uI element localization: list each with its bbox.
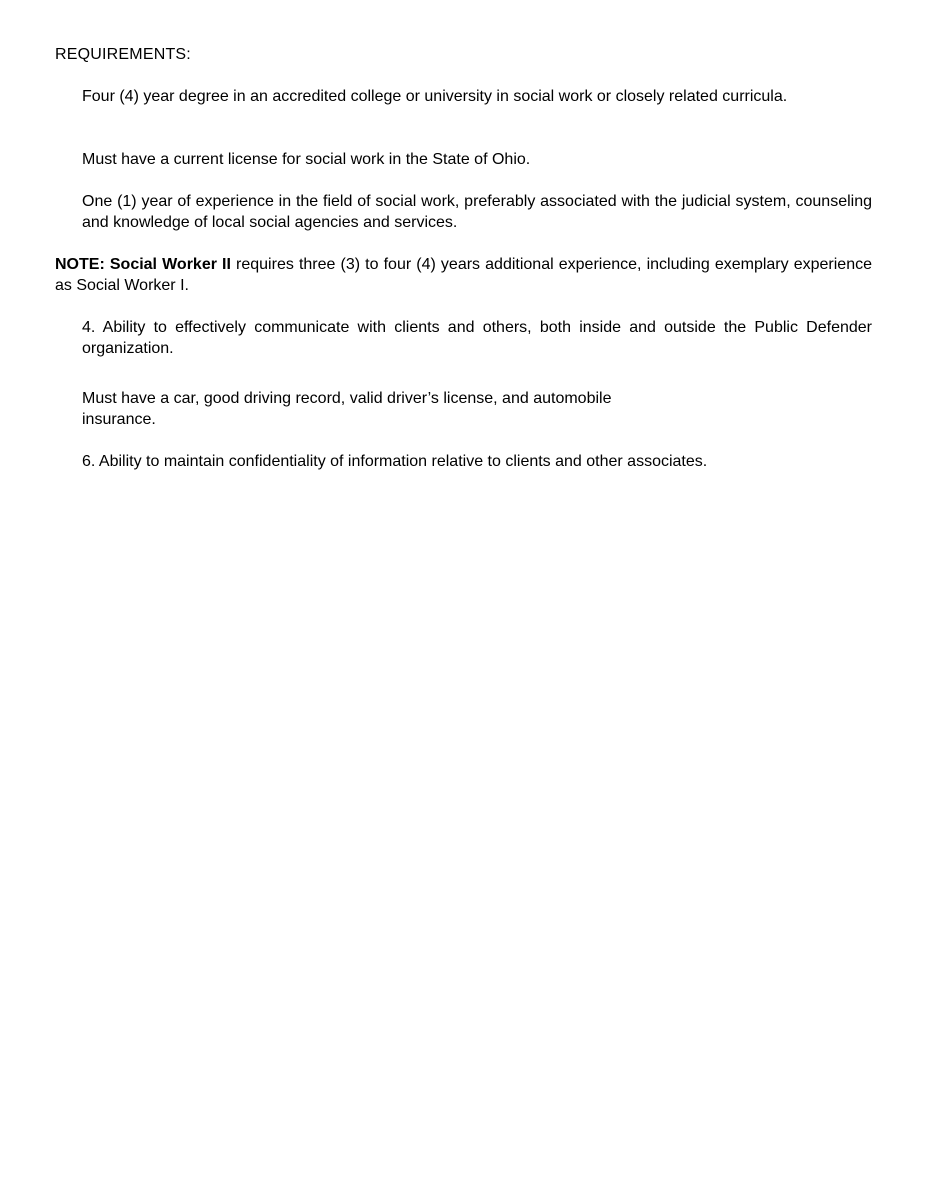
note-social-worker-ii (55, 254, 872, 296)
requirements-heading: REQUIREMENTS: (55, 46, 191, 63)
note-label: NOTE: Social Worker II (55, 256, 231, 273)
requirement-car (82, 388, 872, 430)
note-text: requires three (3) to four (4) years additional experience, including exemplary experience as Social Worker I. (55, 256, 873, 294)
requirement-car-line-2: insurance. (82, 411, 156, 428)
requirement-degree: Four (4) year degree in an accredited college or university in social work or closely related curricula. (82, 88, 788, 105)
requirement-confidentiality: 6. Ability to maintain confidentiality of information relative to clients and other associates. (82, 453, 708, 470)
requirement-communicate: 4. Ability to effectively communicate with clients and others, both inside and outside the Public Defender organization. (82, 319, 872, 357)
requirement-car-line-1: Must have a car, good driving record, valid driver’s license, and automobile (82, 390, 612, 407)
requirement-experience: One (1) year of experience in the field of social work, preferably associated with the judicial system, counseling and knowledge of local social agencies and services. (82, 193, 872, 231)
requirement-license: Must have a current license for social work in the State of Ohio. (82, 151, 531, 168)
